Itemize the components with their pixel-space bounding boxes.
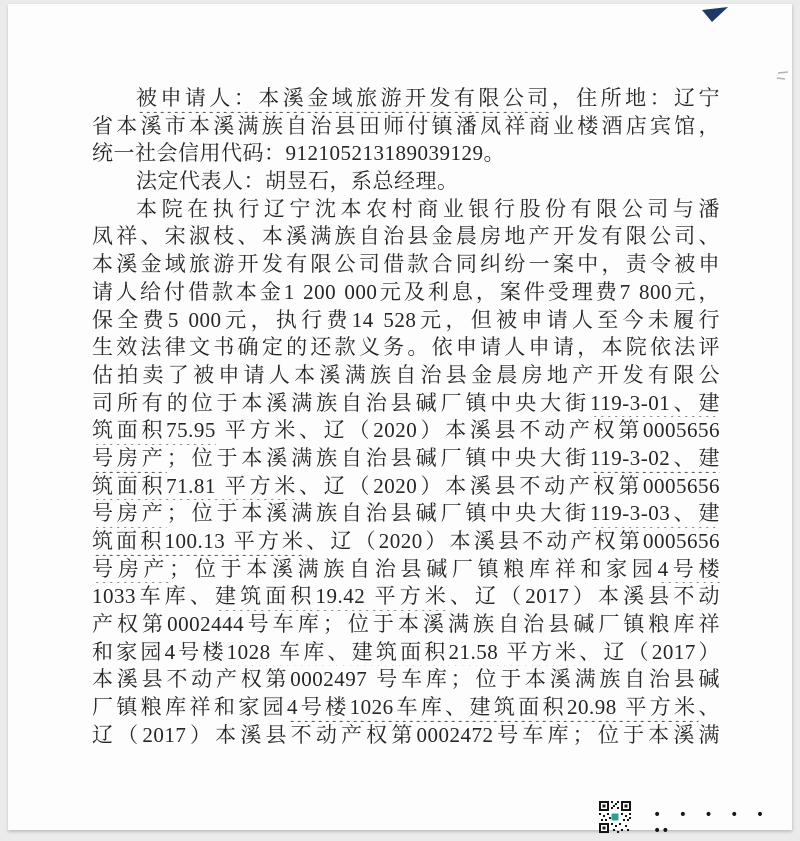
text-segment: 辽（2017）本溪县不动产权第0002472号车库；位于本溪满 xyxy=(92,722,720,747)
text-segment: 凤祥、宋淑枝、本溪满族自治县金晨房地产开发有限公司、 xyxy=(92,224,720,249)
document-line xyxy=(92,223,720,251)
document-line xyxy=(92,417,720,445)
text-segment: ；位于本溪满族自治县碱厂镇中央大街 xyxy=(166,445,590,470)
document-line xyxy=(92,611,720,639)
text-segment: 、 xyxy=(698,695,720,720)
underlined-text-segment: 筑面积75.95 xyxy=(92,418,216,443)
text-segment: 估拍卖了被申请人本溪满族自治县金晨房地产开发有限公 xyxy=(92,362,720,387)
underlined-text-segment: 被申请人：本溪金域旅游开发有限公司 xyxy=(136,86,552,110)
document-line xyxy=(92,113,720,141)
document-page xyxy=(8,4,792,839)
text-segment: 、辽（2017） xyxy=(579,639,720,664)
document-line xyxy=(92,694,720,722)
underlined-text-segment: 筑面积71.81 平方米 xyxy=(92,473,300,498)
document-line xyxy=(92,85,720,113)
text-segment: 法定代表人：胡昱石，系总经理。 xyxy=(136,169,459,194)
qr-code-icon xyxy=(599,801,631,833)
text-segment: ；位于本溪满族自治县碱厂镇中央大街 xyxy=(166,501,590,526)
underlined-text-segment: 1028 车库、建筑面积21.58 平方米 xyxy=(226,639,580,664)
document-line xyxy=(92,556,720,584)
underlined-text-segment: 建筑面积19.42 平方米 xyxy=(214,584,450,609)
text-segment: 、辽（2020）本溪县不动产权第0005656 xyxy=(306,529,720,553)
footer-dots: • • • • • •• xyxy=(653,807,765,839)
document-line xyxy=(92,334,720,362)
underlined-text-segment: 4号楼 xyxy=(657,556,720,581)
text-segment: ，住所地：辽宁 xyxy=(551,86,720,110)
underlined-text-segment: 号房产 xyxy=(92,501,167,526)
document-line xyxy=(92,666,720,694)
document-line xyxy=(92,251,720,279)
text-segment: 厂镇粮库祥和家园 xyxy=(92,695,287,720)
text-segment: 本溪金域旅游开发有限公司借款合同纠纷一案中，责令被申 xyxy=(92,252,720,277)
text-segment: 、辽（2020）本溪县不动产权第0005656 xyxy=(299,473,720,498)
document-line xyxy=(92,445,720,473)
document-line xyxy=(92,307,720,335)
underlined-text-segment: 号房产 xyxy=(92,445,167,470)
document-line xyxy=(92,362,720,390)
text-segment: 1033车库、 xyxy=(92,584,215,609)
text-segment: 生效法律文书确定的还款义务。依申请人申请，本院依法评 xyxy=(92,335,720,360)
document-line xyxy=(92,168,720,196)
underlined-text-segment: 119-3-03、建 xyxy=(590,501,720,526)
text-segment: 、辽（2017）本溪县不动 xyxy=(449,584,720,609)
corner-fold-mark-icon xyxy=(690,5,732,27)
text-segment: 请人给付借款本金1 200 000元及利息，案件受理费7 800元， xyxy=(92,279,720,304)
text-segment: 本院在执行辽宁沈本农村商业银行股份有限公司与潘 xyxy=(136,196,720,221)
document-body xyxy=(92,85,720,750)
underlined-text-segment: 筑面积100.13 平方米 xyxy=(92,529,307,553)
text-segment: 和家园4号楼 xyxy=(92,639,227,664)
document-line xyxy=(92,528,720,556)
document-line xyxy=(92,279,720,307)
document-line xyxy=(92,390,720,418)
text-segment: 司所有的位于本溪满族自治县碱厂镇中央大街 xyxy=(92,390,590,415)
underlined-text-segment: 119-3-02、建 xyxy=(590,445,720,470)
document-line xyxy=(92,639,720,667)
document-line xyxy=(92,140,720,168)
scan-artifact-mark xyxy=(776,70,790,82)
underlined-text-segment: 119-3-01、建 xyxy=(589,390,720,415)
document-line xyxy=(92,583,720,611)
text-segment: 统一社会信用代码：912105213189039129。 xyxy=(92,141,505,166)
document-line xyxy=(92,473,720,501)
underlined-text-segment: 号房产 xyxy=(92,556,170,581)
text-segment: 平方米、辽（2020）本溪县不动产权第0005656 xyxy=(215,418,720,443)
underlined-text-segment: 4号楼1026车库、建筑面积20.98 平方米 xyxy=(286,695,699,720)
text-segment: 省本溪市本溪满族自治县田师付镇潘凤祥商业楼酒店宾馆， xyxy=(92,113,720,138)
text-segment: 本溪县不动产权第0002497 号车库；位于本溪满族自治县碱 xyxy=(92,667,720,692)
text-segment: 产权第0002444号车库；位于本溪满族自治县碱厂镇粮库祥 xyxy=(92,612,720,637)
text-segment: ；位于本溪满族自治县碱厂镇粮库祥和家园 xyxy=(169,556,658,581)
document-line xyxy=(92,722,720,750)
document-line xyxy=(92,500,720,528)
document-line xyxy=(92,196,720,224)
text-segment: 保全费5 000元，执行费14 528元，但被申请人至今未履行 xyxy=(92,307,720,332)
